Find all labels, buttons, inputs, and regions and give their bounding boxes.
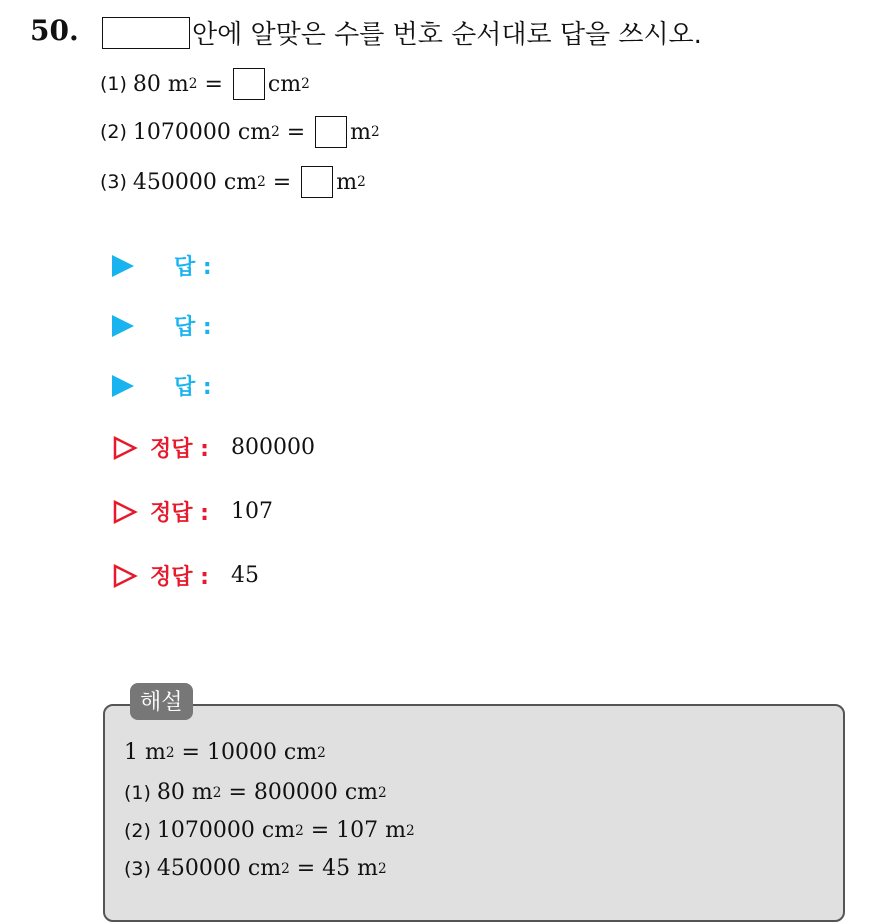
sub-question-3: (3) 450000 cm 2 = m 2 <box>100 166 366 198</box>
answer-label: 답 : <box>174 255 212 280</box>
outline-triangle-icon <box>112 435 138 461</box>
answer-key-label: 정답 : <box>150 501 209 526</box>
answer-row-3 <box>112 370 212 401</box>
play-arrow-icon <box>112 375 134 397</box>
explanation-line-3: (3) 450000 cm 2 = 45 m 2 <box>124 856 387 881</box>
answer-key-label: 정답 : <box>150 437 209 462</box>
explanation-box <box>103 704 845 922</box>
explanation-line-1: (1) 80 m 2 = 800000 cm 2 <box>124 780 387 805</box>
answer-blank-box <box>102 17 190 49</box>
answer-row-2 <box>112 310 212 341</box>
answer-key-row-2 <box>112 496 273 527</box>
sub-question-1: (1) 80 m 2 = cm 2 <box>100 68 310 100</box>
question-instruction-line <box>102 14 702 51</box>
question-number: 50. <box>30 14 79 47</box>
blank-box <box>315 116 347 148</box>
answer-label: 답 : <box>174 315 212 340</box>
outline-triangle-icon <box>112 499 138 525</box>
answer-key-row-3 <box>112 560 259 591</box>
answer-key-row-1 <box>112 432 315 463</box>
explanation-line-2: (2) 1070000 cm 2 = 107 m 2 <box>124 818 415 843</box>
outline-triangle-icon <box>112 563 138 589</box>
explanation-line-0: 1 m 2 = 10000 cm 2 <box>124 740 326 765</box>
answer-label: 답 : <box>174 375 212 400</box>
question-instruction: 안에 알맞은 수를 번호 순서대로 답을 쓰시오. <box>192 20 702 50</box>
answer-key-value: 45 <box>230 563 259 588</box>
answer-row-1 <box>112 250 212 281</box>
answer-key-label: 정답 : <box>150 565 209 590</box>
sub-question-2: (2) 1070000 cm 2 = m 2 <box>100 116 380 148</box>
explanation-tab: 해설 <box>130 683 193 720</box>
play-arrow-icon <box>112 255 134 277</box>
play-arrow-icon <box>112 315 134 337</box>
answer-key-value: 800000 <box>230 435 315 460</box>
blank-box <box>301 166 333 198</box>
blank-box <box>233 68 265 100</box>
answer-key-value: 107 <box>230 499 273 524</box>
